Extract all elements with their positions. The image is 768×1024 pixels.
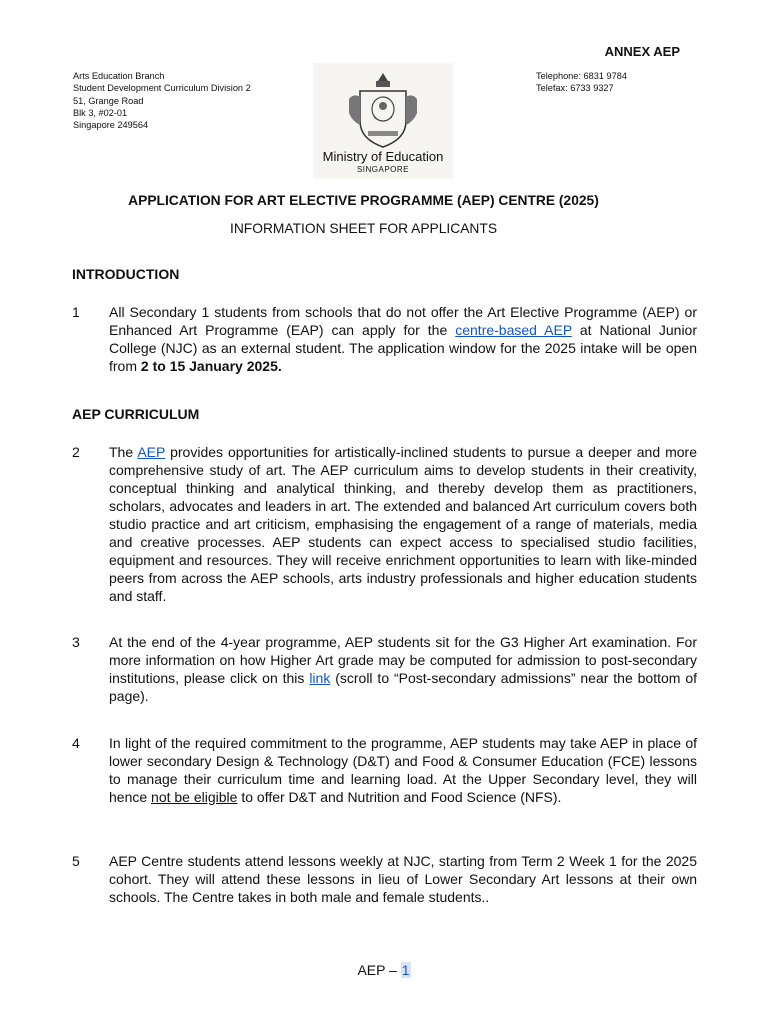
paragraph-number: 5 <box>72 853 80 869</box>
centre-based-aep-link[interactable]: centre-based AEP <box>455 322 572 338</box>
paragraph-4 <box>72 734 697 806</box>
ministry-name: Ministry of Education <box>322 149 444 164</box>
document-title: APPLICATION FOR ART ELECTIVE PROGRAMME (AEP) CENTRE (2025) <box>128 193 599 208</box>
page-footer <box>0 962 768 978</box>
paragraph-text: at National Junior College (NJC) as an external student. The application window for the 2025 intake will be open from <box>109 322 697 374</box>
paragraph-number: 2 <box>72 444 80 460</box>
paragraph-text: to offer D&T and Nutrition and Food Science (NFS). <box>237 789 562 805</box>
page-number: 1 <box>401 962 410 978</box>
paragraph-3 <box>72 633 697 705</box>
address-line: Singapore 249564 <box>73 120 149 131</box>
underlined-text: not be eligible <box>151 789 238 805</box>
paragraph-number: 4 <box>72 735 80 751</box>
contact-info <box>536 70 627 95</box>
paragraph-text: AEP Centre students attend lessons weekly at NJC, starting from Term 2 Week 1 for the 2025 cohort. They will attend these lessons in lieu of Lower Secondary Art lessons at their own schools. The Centre takes in both male and female students.. <box>109 853 697 905</box>
application-dates: 2 to 15 January 2025. <box>140 358 282 374</box>
higher-art-link[interactable]: link <box>309 670 331 686</box>
footer-label: AEP – <box>357 962 401 978</box>
paragraph-text: The <box>109 444 138 460</box>
paragraph-5 <box>72 852 697 906</box>
ministry-country: SINGAPORE <box>356 165 410 174</box>
moe-logo <box>313 63 453 179</box>
telephone: Telephone: 6831 9784 <box>536 71 627 81</box>
address-line: Blk 3, #02-01 <box>73 107 128 118</box>
address-line: 51, Grange Road <box>73 95 144 106</box>
aep-link[interactable]: AEP <box>137 444 166 460</box>
paragraph-text: In light of the required commitment to the programme, AEP students may take AEP in place of lower secondary Design & Technology (D&T) and Food & Consumer Education (FCE) lessons to manage their curriculum time and learning load. At the Upper Secondary level, they will hence <box>109 735 697 805</box>
paragraph-text: provides opportunities for artistically-inclined students to pursue a deeper and more comprehensive study of art. The AEP curriculum aims to develop students in their creativity, conceptual thinking and analytical thinking, and thereby develop them as practitioners, scholars, advocates and leaders in art. The extended and balanced Art curriculum covers both studio practice and art criticism, emphasising the engagement of a range of materials, media and creative processes. AEP students can expect access to specialised studio facilities, equipment and resources. They will receive enrichment opportunities to learn with like-minded peers from across the AEP schools, arts industry professionals and higher education students and staff. <box>109 444 697 604</box>
address-line: Arts Education Branch <box>73 71 165 81</box>
paragraph-1 <box>72 303 697 375</box>
section-heading-introduction: INTRODUCTION <box>72 266 180 282</box>
coat-of-arms-icon <box>346 69 420 149</box>
paragraph-number: 1 <box>72 304 80 320</box>
paragraph-text: (scroll to “Post-secondary admissions” near the bottom of page). <box>109 670 698 704</box>
paragraph-text: All Secondary 1 students from schools that do not offer the Art Elective Programme (AEP) or Enhanced Art Programme (EAP) can apply for the <box>109 304 697 338</box>
annex-label: ANNEX AEP <box>604 44 680 59</box>
address-line: Student Development Curriculum Division 2 <box>73 83 251 94</box>
branch-address <box>73 70 251 131</box>
document-subtitle: INFORMATION SHEET FOR APPLICANTS <box>229 221 498 236</box>
telefax: Telefax: 6733 9327 <box>536 83 614 94</box>
paragraph-2 <box>72 443 697 605</box>
paragraph-number: 3 <box>72 634 80 650</box>
paragraph-text: At the end of the 4-year programme, AEP students sit for the G3 Higher Art examination. For more information on how Higher Art grade may be computed for admission to post-secondary institutions, please click on this <box>109 634 697 686</box>
section-heading-curriculum: AEP CURRICULUM <box>72 406 200 422</box>
